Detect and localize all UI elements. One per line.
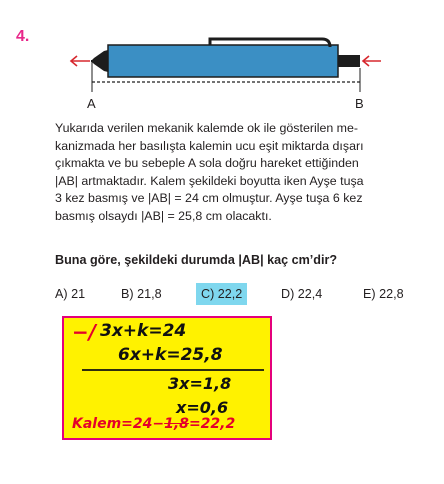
kalem-result: =22,2 — [188, 416, 236, 432]
left-arrow-icon — [71, 56, 90, 66]
paragraph-line: kanizmada her basılışta kalemin ucu eşit miktarda dışarı — [55, 138, 364, 153]
pencil-push-button — [338, 55, 360, 67]
right-arrow-icon — [363, 56, 381, 66]
point-b-label: B — [355, 96, 364, 111]
paragraph-line: basmış olsaydı |AB| = 25,8 cm olacaktı. — [55, 208, 272, 223]
question-prompt: Buna göre, şekildeki durumda |AB| kaç cm’dir? — [55, 253, 338, 267]
paragraph-line: Yukarıda verilen mekanik kalemde ok ile gösterilen me- — [55, 121, 359, 135]
handwritten-solution-note — [62, 316, 272, 440]
point-a-label: A — [87, 96, 96, 111]
equation-line-1: 3x+k=24 — [100, 321, 187, 341]
option-b[interactable]: B) 21,8 — [121, 287, 162, 301]
option-c-highlighted[interactable]: C) 22,2 — [196, 283, 247, 305]
equation-line-3: 3x=1,8 — [168, 374, 232, 393]
paragraph-line: 3 kez basmış ve |AB| = 24 cm olmuştur. Ayşe tuşa 6 kez — [55, 191, 363, 206]
paragraph-line: çıkmakta ve bu sebeple A sola doğru hareket ettiğinden — [55, 156, 359, 171]
option-e[interactable]: E) 22,8 — [363, 287, 404, 301]
question-paragraph — [55, 120, 423, 226]
kalem-prefix: Kalem=24− — [72, 416, 165, 432]
equation-line-5 — [72, 416, 235, 432]
option-a[interactable]: A) 21 — [55, 287, 86, 301]
subtract-sign: −/ — [72, 320, 97, 344]
question-number: 4. — [16, 28, 30, 45]
paragraph-line: |AB| artmaktadır. Kalem şekildeki boyutta iken Ayşe tuşa — [55, 173, 364, 188]
equation-line-2: 6x+k=25,8 — [118, 345, 223, 365]
option-d[interactable]: D) 22,4 — [281, 287, 323, 301]
pencil-body — [108, 45, 338, 77]
struck-value: 1,8 — [164, 416, 189, 432]
mechanical-pencil-figure — [60, 34, 390, 98]
pencil-tip — [91, 50, 108, 72]
answer-options — [55, 283, 435, 305]
equation-line-4: x=0,6 — [176, 398, 229, 417]
